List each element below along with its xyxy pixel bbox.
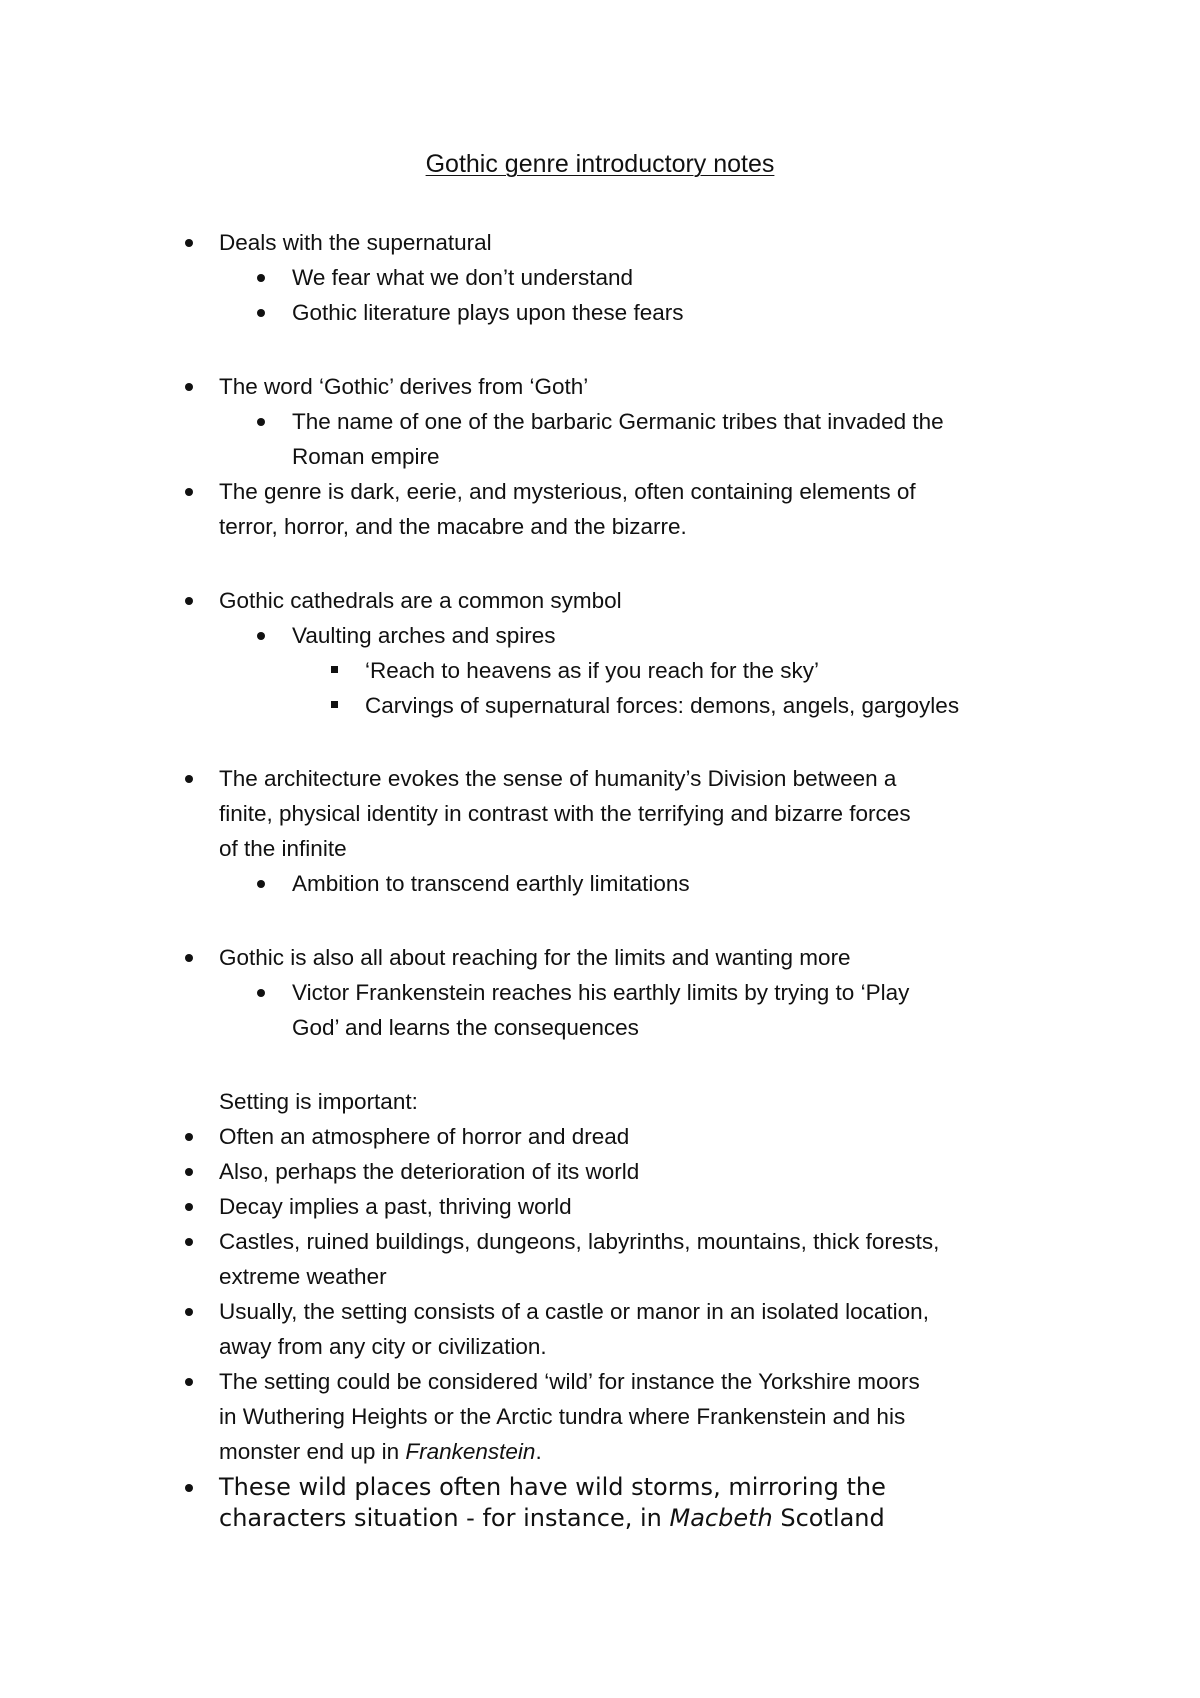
bullet-text: Deals with the supernatural — [219, 230, 492, 255]
bullet-text — [219, 1502, 885, 1534]
bullet-text: in Wuthering Heights or the Arctic tundra where Frankenstein and his — [219, 1404, 906, 1429]
bullet-dot-icon — [185, 597, 193, 605]
bullet-text: The architecture evokes the sense of humanity’s Division between a — [219, 766, 897, 791]
bullet-text: of the infinite — [219, 836, 347, 861]
bullet-dot-icon — [257, 274, 265, 282]
bullet-dot-icon — [185, 383, 193, 391]
bullet-text: Gothic cathedrals are a common symbol — [219, 588, 622, 613]
sub-sub-bullet-text: Carvings of supernatural forces: demons, angels, gargoyles — [365, 693, 960, 718]
bullet-text: The setting could be considered ‘wild’ for instance the Yorkshire moors — [219, 1369, 920, 1394]
bullet-dot-icon — [185, 1378, 193, 1386]
bullet-text: The word ‘Gothic’ derives from ‘Goth’ — [219, 374, 589, 399]
text-run: . — [535, 1439, 542, 1464]
bullet-text: Often an atmosphere of horror and dread — [219, 1124, 630, 1149]
bullet-dot-icon — [257, 632, 265, 640]
bullet-dot-icon — [185, 1203, 193, 1211]
bullet-text: Decay implies a past, thriving world — [219, 1194, 572, 1219]
bullet-dot-icon — [257, 418, 265, 426]
bullet-text: terror, horror, and the macabre and the bizarre. — [219, 514, 687, 539]
bullet-text: Castles, ruined buildings, dungeons, labyrinths, mountains, thick forests, — [219, 1229, 940, 1254]
sub-bullet-text: We fear what we don’t understand — [292, 265, 634, 290]
page-title: Gothic genre introductory notes — [425, 150, 775, 178]
bullet-text: The genre is dark, eerie, and mysterious, often containing elements of — [219, 479, 916, 504]
text-run: characters situation - for instance, in — [219, 1504, 670, 1532]
bullet-dot-icon — [185, 239, 193, 247]
sub-bullet-text: Victor Frankenstein reaches his earthly limits by trying to ‘Play — [292, 980, 910, 1005]
sub-bullet-text: Ambition to transcend earthly limitations — [292, 871, 690, 896]
sub-bullet-text: Gothic literature plays upon these fears — [292, 300, 684, 325]
bullet-dot-icon — [185, 775, 193, 783]
italic-title-macbeth: Macbeth — [669, 1504, 773, 1532]
bullet-dot-icon — [257, 989, 265, 997]
bullet-dot-icon — [257, 309, 265, 317]
bullet-text: Also, perhaps the deterioration of its world — [219, 1159, 640, 1184]
bullet-dot-icon — [185, 954, 193, 962]
bullet-square-icon — [331, 666, 338, 673]
text-run: monster end up in — [219, 1439, 406, 1464]
bullet-text: Usually, the setting consists of a castle or manor in an isolated location, — [219, 1299, 929, 1324]
bullet-dot-icon — [257, 880, 265, 888]
sub-bullet-text: Vaulting arches and spires — [292, 623, 556, 648]
italic-title-frankenstein: Frankenstein — [405, 1439, 536, 1464]
section-heading: Setting is important: — [219, 1089, 418, 1114]
sub-sub-bullet-text: ‘Reach to heavens as if you reach for the sky’ — [365, 658, 819, 683]
bullet-text: Gothic is also all about reaching for the limits and wanting more — [219, 945, 851, 970]
bullet-text: away from any city or civilization. — [219, 1334, 547, 1359]
bullet-dot-icon — [185, 1308, 193, 1316]
bullet-dot-icon — [185, 488, 193, 496]
bullet-text — [219, 1437, 542, 1467]
bullet-dot-icon — [185, 1133, 193, 1141]
bullet-text: finite, physical identity in contrast with the terrifying and bizarre forces — [219, 801, 911, 826]
bullet-dot-icon — [185, 1238, 193, 1246]
sub-bullet-text: The name of one of the barbaric Germanic tribes that invaded the — [292, 409, 944, 434]
sub-bullet-text: Roman empire — [292, 444, 440, 469]
bullet-square-icon — [331, 701, 338, 708]
bullet-text: These wild places often have wild storms, mirroring the — [219, 1473, 886, 1501]
bullet-dot-icon — [185, 1168, 193, 1176]
bullet-text: extreme weather — [219, 1264, 387, 1289]
bullet-dot-icon — [185, 1484, 193, 1492]
sub-bullet-text: God’ and learns the consequences — [292, 1015, 639, 1040]
text-run: Scotland — [772, 1504, 885, 1532]
